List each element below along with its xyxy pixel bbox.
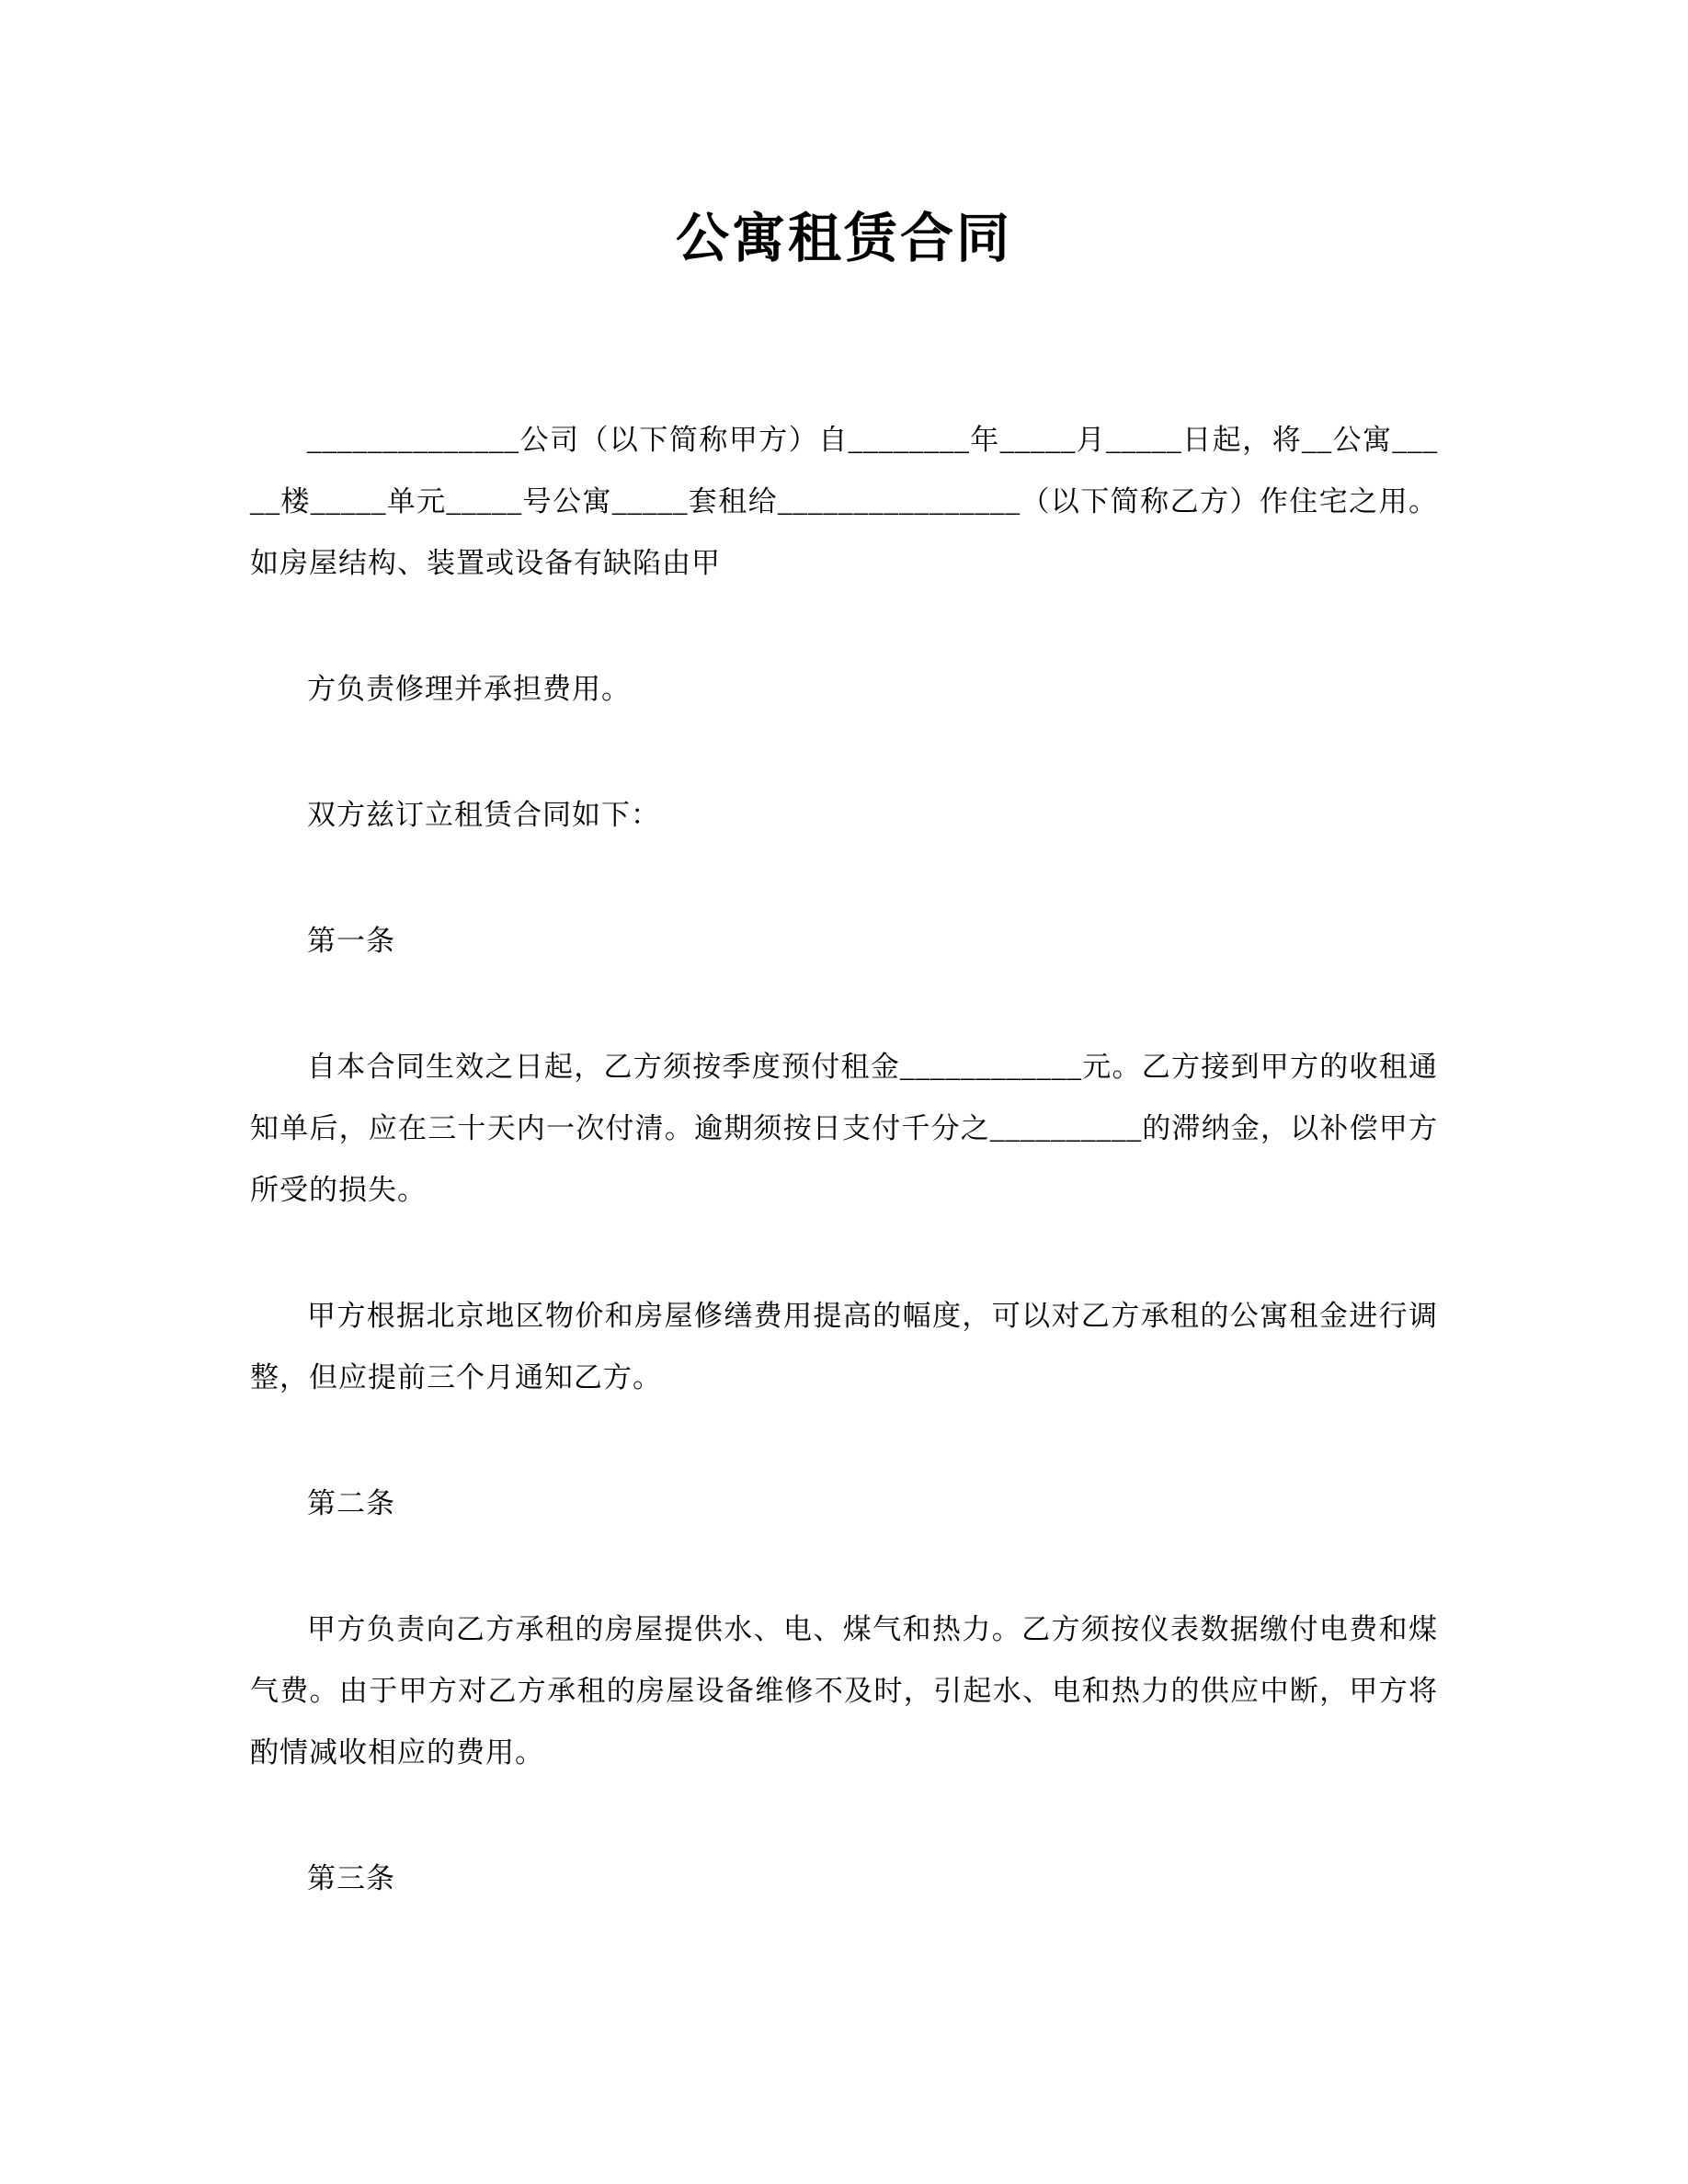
clause-2-heading: 第二条	[307, 1486, 395, 1519]
clause-2-paragraph-utilities: 甲方负责向乙方承租的房屋提供水、电、煤气和热力。乙方须按仪表数据缴付电费和煤气费。由于甲方对乙方承租的房屋设备维修不及时，引起水、电和热力的供应中断，甲方将酌情减收相应的费用。	[250, 1612, 1438, 1769]
clause-1-paragraph-adjustment: 甲方根据北京地区物价和房屋修缮费用提高的幅度，可以对乙方承租的公寓租金进行调整，但应提前三个月通知乙方。	[250, 1299, 1438, 1393]
contract-paragraph-intro: ______________公司（以下简称甲方）自________年_____月_____日起，将__公寓_____楼_____单元_____号公寓_____套租给________________（以下简称乙方）作住宅之用。如房屋结构、装置或设备有缺陷由甲	[250, 423, 1438, 579]
clause-3-heading: 第三条	[307, 1861, 395, 1894]
contract-paragraph-agreement-intro: 双方兹订立租赁合同如下：	[307, 798, 660, 831]
contract-paragraph-repair: 方负责修理并承担费用。	[307, 672, 631, 705]
clause-1-heading: 第一条	[307, 924, 395, 957]
clause-1-paragraph-rent: 自本合同生效之日起，乙方须按季度预付租金____________元。乙方接到甲方的收租通知单后，应在三十天内一次付清。逾期须按日支付千分之__________的滞纳金，以补偿甲方所受的损失。	[250, 1050, 1438, 1206]
document-title: 公寓租赁合同	[675, 209, 1012, 268]
